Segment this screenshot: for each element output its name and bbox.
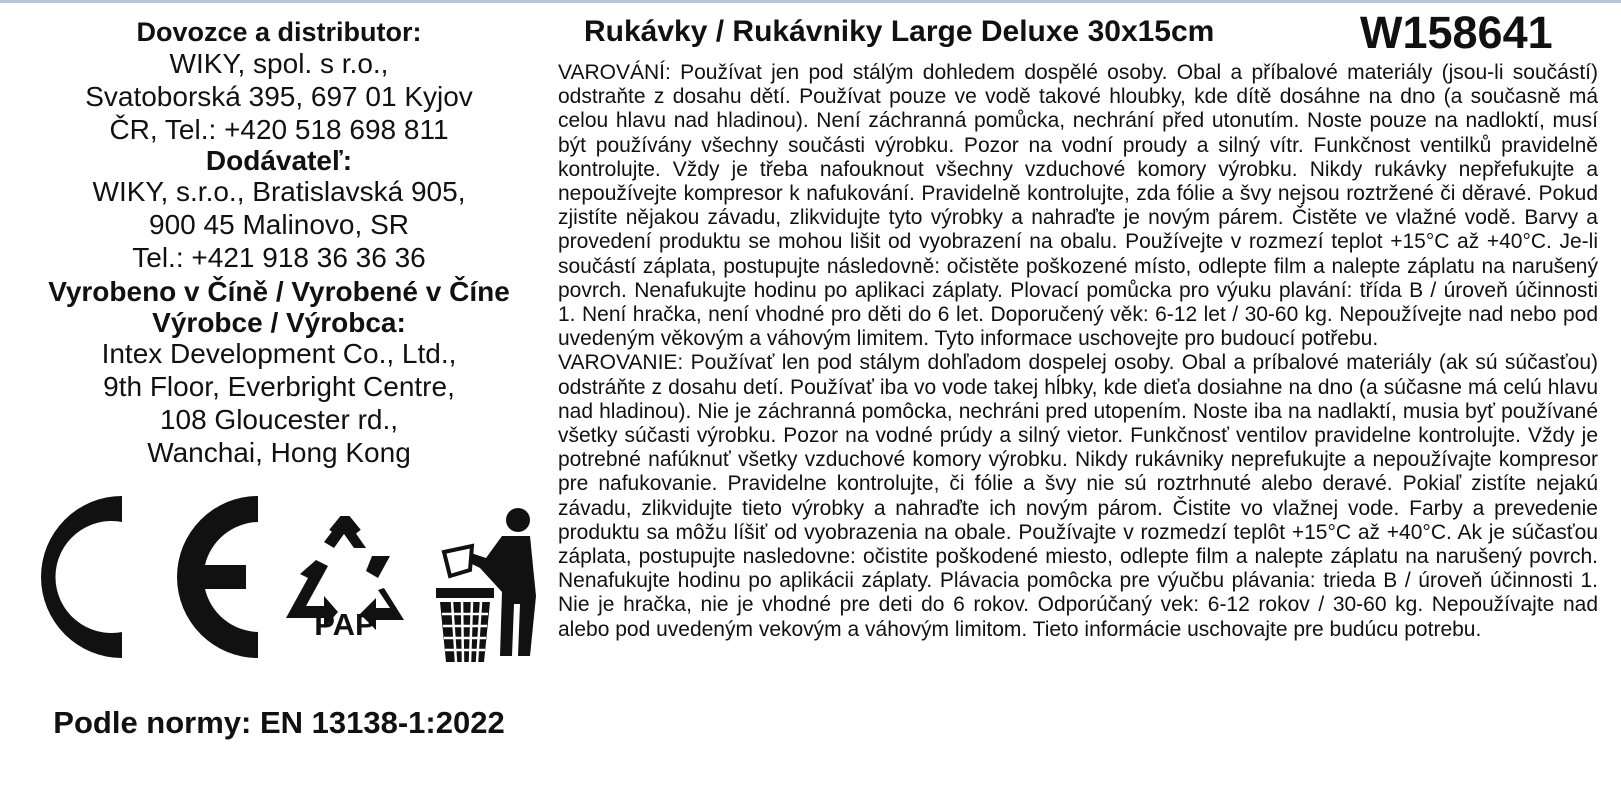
compliance-symbols	[18, 492, 538, 662]
manufacturer-line: Wanchai, Hong Kong	[147, 437, 411, 468]
manufacturer-line: Intex Development Co., Ltd.,	[101, 338, 457, 369]
warning-czech: VAROVÁNÍ: Používat jen pod stálým dohledem dospělé osoby. Obal a příbalové materiály (jsou-li součástí) odstraňte z dosahu dětí. Používat pouze ve vodě takové hloubky, kde dítě dosáhne na dno (a současně má celou hlavu nad hladinou). Není záchranná pomůcka, nechrání před utonutím. Noste pouze na nadloktí, musí být používány všechny součásti výrobku. Pozor na vodní proudy a silný vítr. Funkčnost ventilků pravidelně kontrolujte. Vždy je třeba nafouknout všechny vzduchové komory výrobku. Nikdy rukávky nepřefukujte a nepoužívejte kompresor k nafukování. Pravidelně kontrolujte, zda fólie a švy nejsou roztržené či děravé. Pokud zjistíte nějakou závadu, zlikvidujte tyto výrobky a nahraďte je novým párem. Čistěte ve vlažné vodě. Barvy a provedení produktu se mohou lišit od vyobrazení na obalu. Používejte v rozmezí teplot +15°C až +40°C. Je-li součástí záplata, postupujte následovně: očistěte poškozené místo, odlepte film a nalepte záplatu na narušený povrch. Nenafukujte hodinu po aplikaci záplaty. Plovací pomůcka pro výuku plavání: třída B / úroveň účinnosti 1. Není hračka, není vhodné pro děti do 6 let. Doporučený věk: 6-12 let / 30-60 kg. Nepoužívejte nad nebo pod uvedeným věkovým a váhovým limitem. Tyto informace uschovejte pro budoucí potřebu.	[558, 61, 1598, 351]
warning-text-block	[558, 61, 1598, 642]
recycle-label: PAP	[314, 607, 376, 642]
made-in-label: Vyrobeno v Číně / Vyrobené v Číne	[48, 276, 510, 307]
importer-line: ČR, Tel.: +420 518 698 811	[109, 114, 449, 145]
importer-line: WIKY, spol. s r.o.,	[169, 48, 389, 79]
manufacturer-line: 108 Gloucester rd.,	[159, 404, 399, 435]
importer-line: Svatoborská 395, 697 01 Kyjov	[85, 81, 473, 112]
manufacturer-heading: Výrobce / Výrobca:	[152, 307, 406, 338]
supplier-line: 900 45 Malinovo, SR	[149, 209, 409, 240]
warning-slovak: VAROVANIE: Používať len pod stálym dohľadom dospelej osoby. Obal a príbalové materiály (ak sú súčasťou) odstráňte z dosahu detí. Používať iba vo vode takej hĺbky, kde dieťa dosiahne na dno (a súčasne má celú hlavu nad hladinou). Nie je záchranná pomôcka, nechráni pred utopením. Noste iba na nadlaktí, musia byť používané všetky súčasti výrobku. Pozor na vodné prúdy a silný vietor. Funkčnosť ventilov pravidelne kontrolujte. Vždy je potrebné nafúknuť všetky vzduchové komory výrobku. Nikdy rukávniky neprefukujte a nepoužívajte kompresor pre nafukovanie. Pravidelne kontrolujte, či fólie a švy nie sú roztrhnuté alebo deravé. Pokiaľ zistíte nejakú závadu, zlikvidujte tieto výrobky a nahraďte ich novým párom. Čistite vo vlažnej vode. Farby a prevedenie produktu sa môžu líšiť od vyobrazenia na obale. Používajte v rozmedzí teplôt +15°C až +40°C. Ak je súčasťou záplata, postupujte nasledovne: očistite poškodené miesto, odlepte film a nalepte záplatu na narušený povrch. Nenafukujte hodinu po aplikácii záplaty. Plávacia pomôcka pre výučbu plávania: trieda B / úroveň účinnosti 1. Nie je hračka, nie je vhodné pre deti do 6 rokov. Odporúčaný vek: 6-12 rokov / 30-60 kg. Nepoužívajte nad alebo pod uvedeným vekovým a váhovým limitom. Tieto informácie uschovajte pre budúcu potrebu.	[558, 351, 1598, 641]
supplier-line: Tel.: +421 918 36 36 36	[132, 242, 426, 273]
manufacturer-line: 9th Floor, Everbright Centre,	[103, 371, 455, 402]
standard-label: Podle normy: EN 13138-1:2022	[53, 705, 505, 740]
recycle-triangle-icon	[280, 516, 410, 666]
supplier-line: WIKY, s.r.o., Bratislavská 905,	[92, 176, 466, 207]
product-title: Rukávky / Rukávniky Large Deluxe 30x15cm	[584, 15, 1215, 48]
supplier-heading: Dodávateľ:	[205, 145, 353, 176]
product-code: W158641	[1360, 7, 1553, 58]
ce-mark-icon	[18, 492, 268, 662]
importer-heading: Dovozce a distributor:	[136, 17, 422, 47]
tidyman-bin-icon	[430, 506, 548, 666]
top-border	[0, 0, 1621, 3]
contact-column	[14, 18, 544, 469]
